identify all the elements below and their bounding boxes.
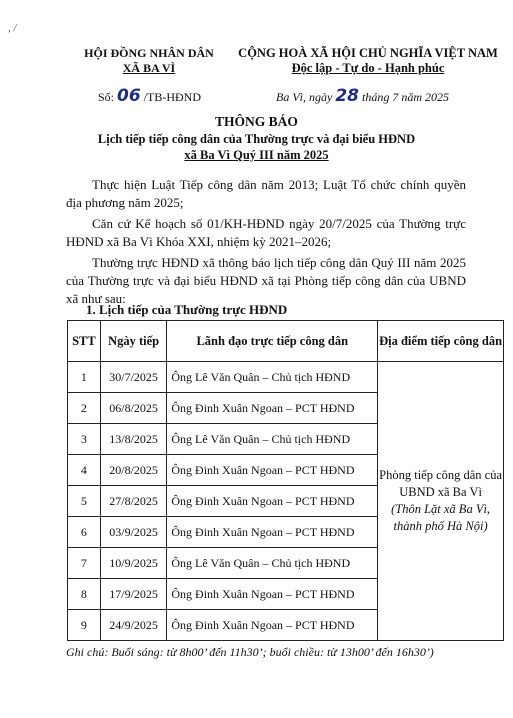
document-subtitle: Lịch tiếp tiếp công dân của Thường trực và đại biểu HĐND xã Ba Vì Quý III năm 2025 [97,132,416,162]
row-date: 20/8/2025 [100,455,167,486]
nation-name: CỘNG HOÀ XÃ HỘI CHỦ NGHĨA VIỆT NAM [238,46,498,60]
row-date: 06/8/2025 [100,393,167,424]
header-stt: STT [68,321,101,362]
place-cell [378,362,504,641]
place-main: Phòng tiếp công dân của UBND xã Ba Vì [379,468,503,499]
row-stt: 1 [68,362,101,393]
paragraph: Thường trực HĐND xã thông báo lịch tiếp công dân Quý III năm 2025 của Thường trực và đại biểu HĐND xã tại Phòng tiếp công dân của UBND xã như sau: [66,255,466,306]
row-date: 24/9/2025 [100,610,167,641]
section-title: 1. Lịch tiếp của Thường trực HĐND [86,302,288,317]
org-name: HỘI ĐỒNG NHÂN DÂN [84,46,214,60]
row-stt: 5 [68,486,101,517]
row-leader: Ông Đinh Xuân Ngoan – PCT HĐND [167,455,378,486]
national-motto [232,46,504,76]
row-leader: Ông Đinh Xuân Ngoan – PCT HĐND [167,517,378,548]
header-date: Ngày tiếp [100,321,167,362]
body-text [66,176,466,311]
row-stt: 2 [68,393,101,424]
place-detail: (Thôn Lặt xã Ba Vì, thành phố Hà Nội) [391,502,491,533]
row-leader: Ông Lê Văn Quân – Chủ tịch HĐND [167,424,378,455]
row-leader: Ông Đinh Xuân Ngoan – PCT HĐND [167,579,378,610]
motto: Độc lập - Tự do - Hạnh phúc [291,61,445,75]
row-leader: Ông Đinh Xuân Ngoan – PCT HĐND [167,393,378,424]
issuing-organization [64,46,234,76]
table-row [68,362,504,393]
row-stt: 9 [68,610,101,641]
row-date: 03/9/2025 [100,517,167,548]
org-commune: XÃ BA VÌ [122,61,176,75]
paragraph: Thực hiện Luật Tiếp công dân năm 2013; Luật Tổ chức chính quyền địa phương năm 2025; [66,177,466,210]
row-date: 17/9/2025 [100,579,167,610]
row-leader: Ông Lê Văn Quân – Chủ tịch HĐND [167,548,378,579]
table-header-row [68,321,504,362]
row-date: 13/8/2025 [100,424,167,455]
header-place: Địa điểm tiếp công dân [378,321,504,362]
document-title: THÔNG BÁO [215,114,298,129]
document-number: Số: 06 /TB-HĐND [98,86,202,106]
corner-mark: , / [8,22,17,34]
row-stt: 7 [68,548,101,579]
row-date: 30/7/2025 [100,362,167,393]
footnote: Ghi chú: Buổi sáng: từ 8h00’ đến 11h30’; buổi chiều: từ 13h00’ đến 16h30’) [66,645,434,659]
schedule-table [67,320,504,641]
row-date: 10/9/2025 [100,548,167,579]
header-leader: Lãnh đạo trực tiếp công dân [167,321,378,362]
row-stt: 6 [68,517,101,548]
row-stt: 4 [68,455,101,486]
row-leader: Ông Đinh Xuân Ngoan – PCT HĐND [167,486,378,517]
row-stt: 8 [68,579,101,610]
row-leader: Ông Lê Văn Quân – Chủ tịch HĐND [167,362,378,393]
handwritten-day: 28 [335,86,359,106]
document-date: Ba Vì, ngày 28 tháng 7 năm 2025 [276,86,449,106]
handwritten-number: 06 [117,86,141,106]
paragraph: Căn cứ Kế hoạch số 01/KH-HĐND ngày 20/7/2025 của Thường trực HĐND xã Ba Vì Khóa XXI, nhiệm kỳ 2021–2026; [66,216,466,249]
row-date: 27/8/2025 [100,486,167,517]
row-leader: Ông Đinh Xuân Ngoan – PCT HĐND [167,610,378,641]
row-stt: 3 [68,424,101,455]
